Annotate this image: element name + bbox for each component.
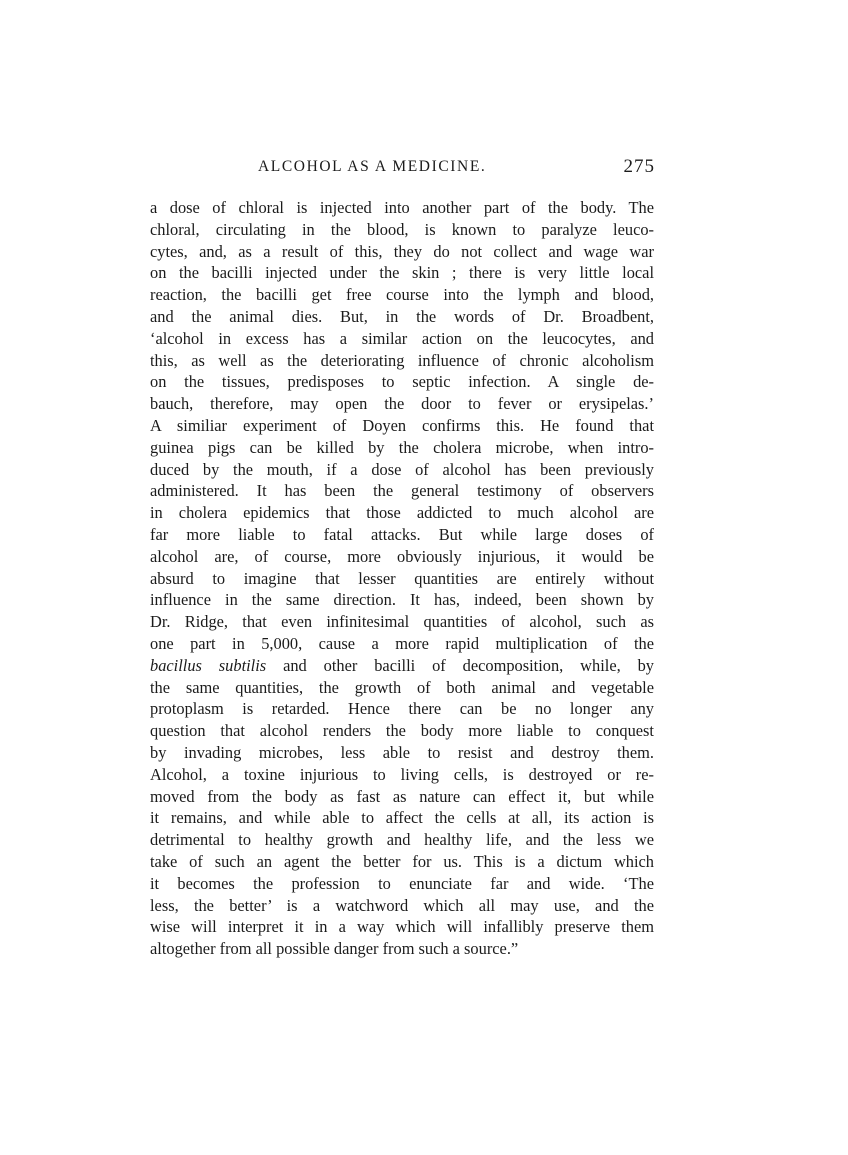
text-line: it becomes the profession to enunciate far and wide. ‘The [150,873,654,893]
text-line: chloral, circulating in the blood, is known to paralyze leuco- [150,219,654,239]
text-line: by invading microbes, less able to resist and destroy them. [150,742,654,762]
running-head [150,158,655,180]
text-line: and the animal dies. But, in the words of Dr. Broadbent, [150,306,654,326]
text-line: less, the better’ is a watchword which all may use, and the [150,895,654,915]
text-line: one part in 5,000, cause a more rapid multiplication of the [150,633,654,653]
text-line: in cholera epidemics that those addicted to much alcohol are [150,503,654,523]
text-line: take of such an agent the better for us. This is a dictum which [150,851,654,871]
text-line: this, as well as the deteriorating influence of chronic alcoholism [150,350,654,370]
text-line: wise will interpret it in a way which will infallibly preserve them [150,917,654,937]
text-line: Dr. Ridge, that even infinitesimal quantities of alcohol, such as [150,612,654,632]
text-line: bauch, therefore, may open the door to fever or erysipelas.’ [150,394,654,414]
text-line: influence in the same direction. It has, indeed, been shown by [150,590,654,610]
body-text [150,197,654,960]
text-line: far more liable to fatal attacks. But while large doses of [150,524,654,544]
text-line: duced by the mouth, if a dose of alcohol has been previously [150,459,654,479]
text-line: on the bacilli injected under the skin ; there is very little local [150,263,654,283]
text-line: reaction, the bacilli get free course into the lymph and blood, [150,285,654,305]
text-line: absurd to imagine that lesser quantities are entirely without [150,568,654,588]
text-line: guinea pigs can be killed by the cholera microbe, when intro- [150,437,654,457]
text-line: it remains, and while able to affect the cells at all, its action is [150,808,654,828]
text-line: question that alcohol renders the body more liable to conquest [150,721,654,741]
text-line: detrimental to healthy growth and healthy life, and the less we [150,830,654,850]
text-line: A similiar experiment of Doyen confirms this. He found that [150,415,654,435]
text-line: ‘alcohol in excess has a similar action on the leucocytes, and [150,328,654,348]
text-line: alcohol are, of course, more obviously injurious, it would be [150,546,654,566]
text-line-last: altogether from all possible danger from such a source.” [150,939,519,959]
text-line: protoplasm is retarded. Hence there can be no longer any [150,699,654,719]
text-line: moved from the body as fast as nature can effect it, but while [150,786,654,806]
text-line: a dose of chloral is injected into another part of the body. The [150,198,654,217]
text-line: cytes, and, as a result of this, they do not collect and wage war [150,241,654,261]
text-line: administered. It has been the general testimony of observers [150,481,654,501]
text-line: the same quantities, the growth of both animal and vegetable [150,677,654,697]
page-number: 275 [623,156,655,177]
text-line: Alcohol, a toxine injurious to living cells, is destroyed or re- [150,764,654,784]
text-line: on the tissues, predisposes to septic infection. A single de- [150,372,654,392]
text-line-with-italic: bacillus subtilis and other bacilli of decomposition, while, by [150,655,654,675]
running-title: ALCOHOL AS A MEDICINE. [258,158,487,175]
italic-term: bacillus subtilis [150,655,267,675]
